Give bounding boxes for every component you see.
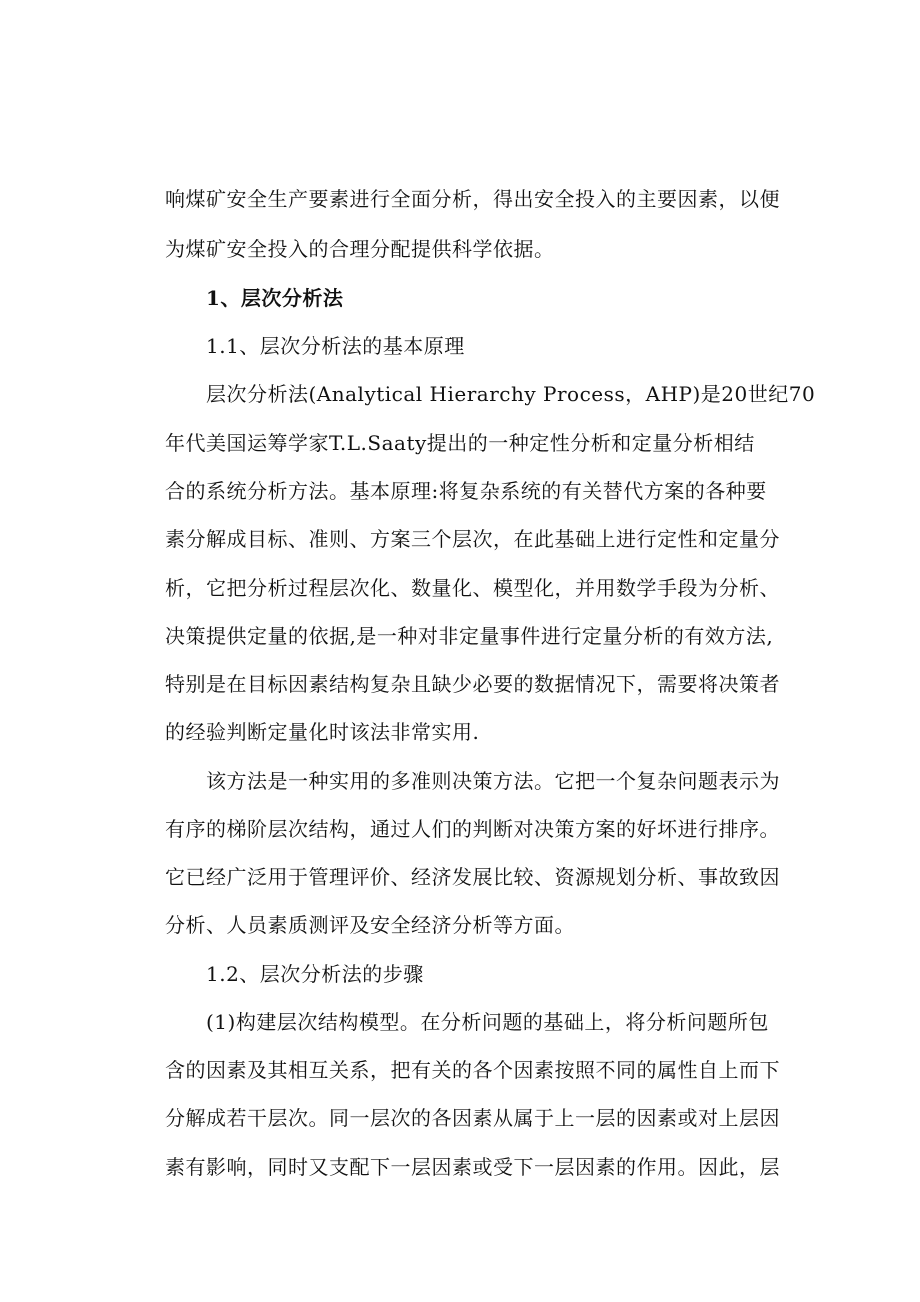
paragraph-line: 的经验判断定量化时该法非常实用. xyxy=(165,720,480,744)
paragraph-line: (1)构建层次结构模型。在分析问题的基础上，将分析问题所包 xyxy=(206,1010,769,1034)
paragraph-line: 为煤矿安全投入的合理分配提供科学依据。 xyxy=(165,237,555,261)
paragraph-line: 年代美国运筹学家T.L.Saaty提出的一种定性分析和定量分析相结 xyxy=(165,431,755,455)
paragraph-line: 含的因素及其相互关系，把有关的各个因素按照不同的属性自上而下 xyxy=(165,1058,780,1082)
subsection-heading: 1.1、层次分析法的基本原理 xyxy=(206,334,465,358)
paragraph-line: 特别是在目标因素结构复杂且缺少必要的数据情况下，需要将决策者 xyxy=(165,672,780,696)
paragraph-line: 素有影响，同时又支配下一层因素或受下一层因素的作用。因此，层 xyxy=(165,1155,780,1179)
paragraph-line: 有序的梯阶层次结构，通过人们的判断对决策方案的好坏进行排序。 xyxy=(165,817,780,841)
paragraph-line: 决策提供定量的依据,是一种对非定量事件进行定量分析的有效方法, xyxy=(165,624,774,648)
paragraph-line: 层次分析法(Analytical Hierarchy Process，AHP)是20世纪70 xyxy=(206,382,816,406)
section-heading: 1、层次分析法 xyxy=(206,286,344,310)
paragraph-line: 该方法是一种实用的多准则决策方法。它把一个复杂问题表示为 xyxy=(206,769,780,793)
paragraph-line: 析，它把分析过程层次化、数量化、模型化，并用数学手段为分析、 xyxy=(165,576,780,600)
paragraph-line: 素分解成目标、准则、方案三个层次，在此基础上进行定性和定量分 xyxy=(165,527,780,551)
paragraph-line: 分解成若干层次。同一层次的各因素从属于上一层的因素或对上层因 xyxy=(165,1106,780,1130)
paragraph-line: 它已经广泛用于管理评价、经济发展比较、资源规划分析、事故致因 xyxy=(165,865,780,889)
paragraph-line: 分析、人员素质测评及安全经济分析等方面。 xyxy=(165,913,575,937)
paragraph-line: 响煤矿安全生产要素进行全面分析，得出安全投入的主要因素，以便 xyxy=(165,187,780,211)
paragraph-line: 合的系统分析方法。基本原理:将复杂系统的有关替代方案的各种要 xyxy=(165,479,767,503)
subsection-heading: 1.2、层次分析法的步骤 xyxy=(206,962,424,986)
